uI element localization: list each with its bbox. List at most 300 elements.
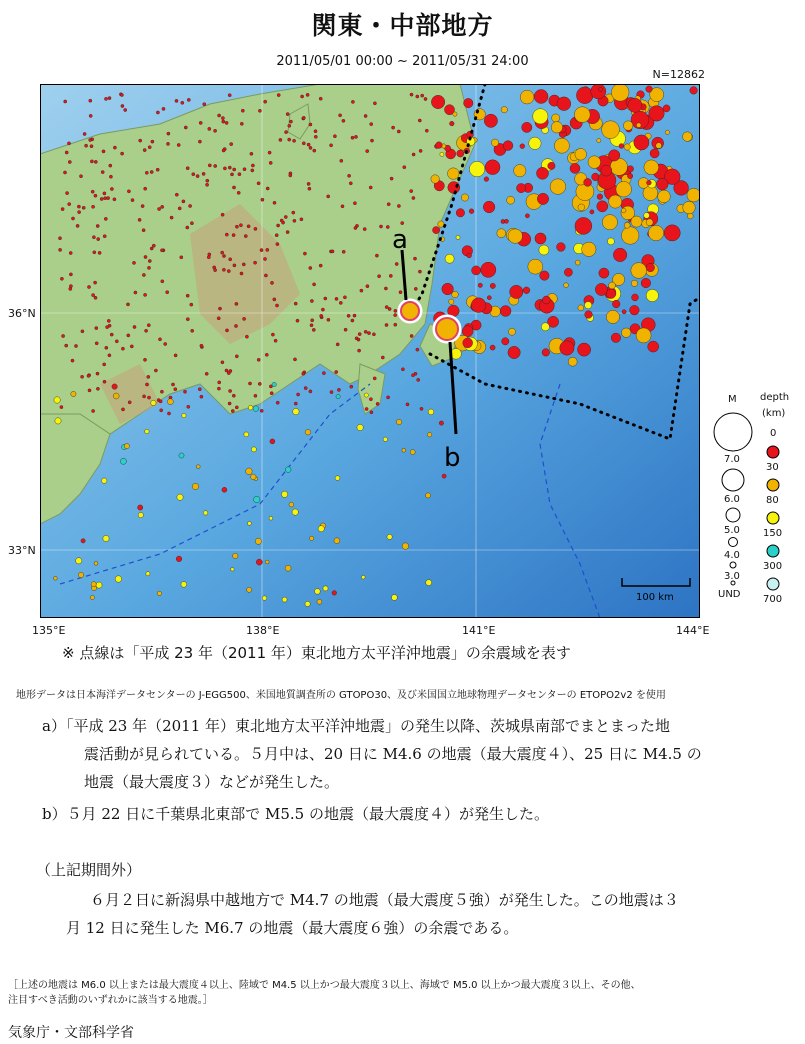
quake-dot bbox=[613, 248, 627, 262]
quake-dot bbox=[426, 493, 431, 498]
quake-dot bbox=[399, 291, 402, 294]
quake-dot bbox=[67, 142, 70, 145]
quake-dot bbox=[602, 121, 620, 139]
quake-dot bbox=[127, 190, 130, 193]
quake-dot bbox=[139, 139, 142, 142]
quake-dot bbox=[302, 142, 305, 145]
quake-dot bbox=[508, 346, 520, 358]
quake-dot bbox=[222, 268, 225, 271]
quake-dot bbox=[542, 349, 550, 357]
quake-dot bbox=[606, 289, 615, 298]
quake-dot bbox=[648, 225, 663, 240]
quake-dot bbox=[270, 392, 273, 395]
quake-dot bbox=[184, 126, 187, 129]
quake-dot bbox=[229, 389, 232, 392]
quake-dot bbox=[251, 164, 254, 167]
quake-dot bbox=[222, 120, 225, 123]
quake-dot bbox=[174, 354, 177, 357]
quake-dot bbox=[385, 306, 388, 309]
quake-dot bbox=[128, 401, 131, 404]
quake-dot bbox=[61, 208, 64, 211]
quake-dot bbox=[456, 209, 464, 217]
quake-dot bbox=[431, 175, 439, 183]
quake-dot bbox=[335, 370, 338, 373]
quake-dot bbox=[85, 144, 88, 147]
quake-dot bbox=[231, 409, 234, 412]
quake-dot bbox=[308, 187, 311, 190]
quake-dot bbox=[115, 576, 122, 583]
quake-dot bbox=[342, 119, 345, 122]
quake-dot bbox=[449, 121, 454, 126]
quake-dot bbox=[81, 330, 84, 333]
quake-dot bbox=[182, 413, 186, 417]
quake-dot bbox=[417, 378, 420, 381]
quake-dot bbox=[255, 538, 261, 544]
quake-dot bbox=[256, 559, 262, 565]
quake-dot bbox=[221, 251, 224, 254]
quake-dot bbox=[277, 94, 280, 97]
quake-dot bbox=[599, 268, 609, 278]
para-a-line1: a）「平成 23 年（2011 年）東北地方太平洋沖地震」の発生以降、茨城県南部でまとまった地 bbox=[42, 717, 671, 735]
aftershock-note: ※ 点線は「平成 23 年（2011 年）東北地方太平洋沖地震」の余震域を表す bbox=[62, 644, 571, 662]
quake-dot bbox=[491, 139, 498, 146]
quake-dot bbox=[378, 275, 381, 278]
quake-dot bbox=[222, 149, 225, 152]
quake-dot bbox=[160, 390, 163, 393]
quake-dot bbox=[240, 122, 243, 125]
quake-dot bbox=[507, 196, 515, 204]
quake-dot bbox=[636, 328, 651, 343]
quake-dot bbox=[175, 99, 178, 102]
quake-dot bbox=[213, 266, 216, 269]
quake-dot bbox=[260, 249, 263, 252]
quake-dot bbox=[307, 143, 310, 146]
quake-dot bbox=[370, 123, 373, 126]
quake-dot bbox=[548, 162, 555, 169]
quake-dot bbox=[344, 328, 347, 331]
quake-dot bbox=[406, 403, 409, 406]
quake-dot bbox=[269, 161, 272, 164]
quake-dot bbox=[243, 168, 246, 171]
quake-dot bbox=[74, 344, 77, 347]
quake-dot bbox=[369, 398, 372, 401]
para-a-line2: 震活動が見られている。５月中は、20 日に M4.6 の地震（最大震度４）、25 日に M4.5 の bbox=[84, 745, 702, 763]
quake-dot bbox=[611, 84, 629, 101]
quake-dot bbox=[302, 116, 305, 119]
quake-dot bbox=[167, 412, 170, 415]
quake-dot bbox=[462, 326, 473, 337]
quake-dot bbox=[253, 406, 259, 412]
quake-dot bbox=[585, 311, 593, 319]
quake-dot bbox=[187, 405, 190, 408]
quake-dot bbox=[575, 260, 580, 265]
quake-dot bbox=[410, 450, 415, 455]
quake-dot bbox=[351, 136, 354, 139]
quake-dot bbox=[339, 301, 342, 304]
quake-dot bbox=[275, 234, 278, 237]
quake-dot bbox=[478, 283, 482, 287]
quake-dot bbox=[130, 345, 133, 348]
quake-dot bbox=[428, 409, 434, 415]
quake-dot bbox=[646, 289, 658, 301]
quake-dot bbox=[536, 167, 548, 179]
quake-dot bbox=[92, 294, 95, 297]
quake-dot bbox=[582, 242, 596, 256]
legend-mag-5: 5.0 bbox=[724, 525, 740, 536]
quake-dot bbox=[147, 266, 150, 269]
quake-dot bbox=[54, 576, 58, 580]
quake-dot bbox=[304, 387, 307, 390]
quake-dot bbox=[481, 262, 496, 277]
quake-dot bbox=[223, 167, 226, 170]
quake-dot bbox=[469, 161, 484, 176]
quake-dot bbox=[186, 318, 189, 321]
quake-dot bbox=[534, 90, 548, 104]
quake-dot bbox=[87, 374, 90, 377]
quake-dot bbox=[261, 198, 264, 201]
quake-dot bbox=[293, 139, 296, 142]
quake-dot bbox=[270, 439, 275, 444]
quake-dot bbox=[94, 160, 97, 163]
quake-dot bbox=[217, 317, 220, 320]
quake-dot bbox=[540, 271, 549, 280]
quake-dot bbox=[79, 175, 82, 178]
quake-dot bbox=[218, 114, 221, 117]
quake-dot bbox=[624, 144, 630, 150]
outside-line1: ６月２日に新潟県中越地方で M4.7 の地震（最大震度５強）が発生した。この地震は３ bbox=[90, 891, 679, 909]
lat-tick-36: 36°N bbox=[8, 307, 36, 320]
quake-dot bbox=[646, 219, 653, 226]
quake-dot bbox=[206, 179, 209, 182]
quake-dot bbox=[293, 219, 296, 222]
quake-dot bbox=[395, 262, 398, 265]
quake-dot bbox=[630, 305, 640, 315]
quake-dot bbox=[143, 395, 146, 398]
quake-dot bbox=[321, 308, 324, 311]
quake-dot bbox=[523, 287, 530, 294]
quake-dot bbox=[186, 294, 189, 297]
quake-dot bbox=[235, 302, 238, 305]
quake-dot bbox=[311, 319, 314, 322]
quake-dot bbox=[161, 205, 164, 208]
quake-dot bbox=[419, 149, 422, 152]
quake-dot bbox=[77, 205, 80, 208]
quake-dot bbox=[108, 97, 111, 100]
quake-dot bbox=[539, 245, 549, 255]
legend-depth-unit: (km) bbox=[762, 408, 786, 419]
quake-dot bbox=[103, 363, 106, 366]
quake-dot bbox=[115, 340, 118, 343]
legend-mag-title: M bbox=[728, 394, 737, 405]
quake-dot bbox=[138, 218, 141, 221]
quake-dot bbox=[431, 95, 444, 108]
quake-dot bbox=[590, 210, 594, 214]
quake-dot bbox=[263, 257, 266, 260]
quake-dot bbox=[89, 114, 92, 117]
quake-dot bbox=[94, 561, 98, 565]
quake-dot bbox=[631, 263, 647, 279]
quake-dot bbox=[203, 103, 206, 106]
quake-dot bbox=[65, 344, 68, 347]
quake-dot bbox=[448, 181, 460, 193]
quake-dot bbox=[225, 121, 228, 124]
quake-dot bbox=[264, 274, 267, 277]
quake-dot bbox=[396, 419, 401, 424]
quake-dot bbox=[191, 329, 194, 332]
quake-dot bbox=[442, 283, 454, 295]
quake-dot bbox=[268, 151, 271, 154]
quake-dot bbox=[232, 394, 235, 397]
quake-dot bbox=[275, 304, 278, 307]
quake-dot bbox=[222, 254, 225, 257]
event-count: N=12862 bbox=[652, 68, 705, 81]
quake-dot bbox=[121, 152, 124, 155]
quake-dot bbox=[647, 180, 652, 185]
quake-dot bbox=[483, 201, 495, 213]
quake-dot bbox=[181, 582, 187, 588]
quake-dot bbox=[335, 297, 338, 300]
quake-dot bbox=[214, 129, 217, 132]
quake-dot bbox=[471, 298, 486, 313]
quake-dot bbox=[164, 342, 167, 345]
quake-dot bbox=[60, 406, 63, 409]
quake-dot bbox=[412, 196, 415, 199]
quake-dot bbox=[138, 505, 143, 510]
quake-dot bbox=[159, 400, 162, 403]
quake-dot bbox=[144, 187, 147, 190]
quake-dot bbox=[456, 235, 460, 239]
quake-dot bbox=[127, 334, 130, 337]
quake-dot bbox=[91, 190, 94, 193]
quake-dot bbox=[461, 194, 468, 201]
quake-dot bbox=[160, 249, 163, 252]
quake-dot bbox=[348, 174, 351, 177]
quake-dot bbox=[520, 144, 525, 149]
quake-dot bbox=[690, 87, 698, 95]
legend-mag-4: 4.0 bbox=[724, 550, 740, 561]
para-a-line3: 地震（最大震度３）などが発生した。 bbox=[84, 773, 340, 791]
quake-dot bbox=[412, 153, 415, 156]
quake-dot bbox=[464, 98, 473, 107]
quake-dot bbox=[89, 99, 92, 102]
quake-dot bbox=[644, 212, 650, 218]
quake-dot bbox=[147, 375, 150, 378]
quake-dot bbox=[656, 178, 668, 190]
quake-dot bbox=[584, 178, 592, 186]
quake-dot bbox=[293, 358, 296, 361]
quake-dot bbox=[284, 215, 287, 218]
quake-dot bbox=[253, 496, 260, 503]
quake-dot bbox=[631, 280, 637, 286]
quake-dot bbox=[179, 453, 184, 458]
quake-dot bbox=[472, 266, 481, 275]
quake-dot bbox=[113, 393, 119, 399]
quake-dot bbox=[353, 314, 356, 317]
quake-dot bbox=[416, 348, 419, 351]
quake-dot bbox=[101, 478, 106, 483]
quake-dot bbox=[175, 193, 178, 196]
quake-dot bbox=[309, 390, 312, 393]
quake-dot bbox=[55, 418, 61, 424]
quake-dot bbox=[78, 211, 81, 214]
quake-dot bbox=[413, 257, 416, 260]
quake-dot bbox=[156, 168, 159, 171]
quake-dot bbox=[595, 283, 607, 295]
quake-dot bbox=[585, 302, 592, 309]
quake-dot bbox=[683, 201, 696, 214]
marker-a-label: a bbox=[392, 225, 408, 255]
quake-dot bbox=[228, 94, 231, 97]
quake-dot bbox=[628, 98, 642, 112]
quake-dot bbox=[658, 190, 671, 203]
quake-dot bbox=[364, 393, 368, 397]
quake-dot bbox=[607, 238, 614, 245]
quake-dot bbox=[411, 374, 414, 377]
legend-mag-3: 3.0 bbox=[724, 571, 740, 582]
quake-dot bbox=[134, 291, 137, 294]
quake-dot bbox=[228, 402, 231, 405]
quake-dot bbox=[445, 254, 454, 263]
quake-dot bbox=[529, 137, 541, 149]
quake-dot bbox=[66, 192, 69, 195]
quake-dot bbox=[424, 97, 427, 100]
quake-dot bbox=[239, 224, 242, 227]
quake-dot bbox=[609, 195, 622, 208]
quake-dot bbox=[121, 408, 124, 411]
quake-dot bbox=[157, 591, 161, 595]
quake-dot bbox=[535, 233, 546, 244]
quake-dot bbox=[410, 334, 413, 337]
quake-dot bbox=[151, 140, 154, 143]
quake-dot bbox=[312, 328, 315, 331]
quake-dot bbox=[92, 409, 95, 412]
quake-dot bbox=[166, 291, 169, 294]
legend-depth-700: 700 bbox=[763, 594, 783, 605]
quake-dot bbox=[560, 341, 574, 355]
quake-dot bbox=[246, 468, 253, 475]
quake-dot bbox=[105, 346, 108, 349]
quake-dot bbox=[113, 146, 116, 149]
legend-mag-6: 6.0 bbox=[724, 494, 740, 505]
quake-dot bbox=[402, 543, 409, 550]
quake-dot bbox=[367, 332, 370, 335]
quake-dot bbox=[358, 333, 361, 336]
quake-dot bbox=[514, 165, 526, 177]
quake-dot bbox=[484, 177, 489, 182]
quake-dot bbox=[103, 380, 106, 383]
quake-dot bbox=[525, 214, 529, 218]
quake-dot bbox=[452, 291, 459, 298]
quake-dot bbox=[222, 487, 227, 492]
quake-dot bbox=[341, 205, 344, 208]
quake-dot bbox=[619, 144, 624, 149]
quake-dot bbox=[265, 353, 268, 356]
quake-dot bbox=[636, 123, 641, 128]
quake-dot bbox=[501, 107, 507, 113]
criteria-line2: 注目すべき活動のいずれかに該当する地震。］ bbox=[8, 995, 213, 1006]
scale-bar-label: 100 km bbox=[636, 592, 674, 603]
quake-dot bbox=[648, 341, 659, 352]
quake-dot bbox=[187, 98, 190, 101]
quake-dot bbox=[96, 582, 102, 588]
quake-dot bbox=[196, 465, 200, 469]
quake-dot bbox=[324, 297, 327, 300]
quake-dot bbox=[68, 160, 71, 163]
quake-dot bbox=[644, 160, 659, 175]
quake-dot bbox=[568, 357, 577, 366]
quake-dot bbox=[107, 197, 110, 200]
quake-dot bbox=[182, 200, 185, 203]
quake-dot bbox=[634, 135, 649, 150]
quake-dot bbox=[203, 511, 207, 515]
quake-dot bbox=[64, 100, 67, 103]
quake-dot bbox=[319, 264, 322, 267]
quake-dot bbox=[104, 97, 107, 100]
quake-dot bbox=[315, 589, 321, 595]
quake-dot bbox=[92, 236, 95, 239]
quake-dot bbox=[349, 182, 352, 185]
quake-dot bbox=[332, 591, 337, 596]
quake-dot bbox=[71, 217, 74, 220]
quake-dot bbox=[320, 314, 323, 317]
legend-depth-80: 80 bbox=[766, 495, 779, 506]
quake-dot bbox=[309, 536, 313, 540]
quake-dot bbox=[646, 263, 654, 271]
quake-dot bbox=[453, 112, 457, 116]
quake-dot bbox=[336, 394, 340, 398]
quake-dot bbox=[96, 372, 99, 375]
quake-dot bbox=[621, 208, 626, 213]
quake-dot bbox=[235, 406, 238, 409]
quake-dot bbox=[305, 429, 311, 435]
quake-dot bbox=[264, 100, 267, 103]
quake-dot bbox=[309, 146, 312, 149]
quake-dot bbox=[403, 166, 406, 169]
quake-dot bbox=[276, 401, 279, 404]
quake-dot bbox=[108, 324, 111, 327]
quake-dot bbox=[59, 248, 62, 251]
quake-dot bbox=[601, 165, 612, 176]
quake-dot bbox=[300, 218, 303, 221]
quake-dot bbox=[591, 84, 606, 99]
quake-dot bbox=[208, 164, 211, 167]
quake-dot bbox=[313, 283, 316, 286]
quake-dot bbox=[313, 149, 316, 152]
quake-dot bbox=[358, 349, 361, 352]
quake-dot bbox=[387, 534, 392, 539]
quake-dot bbox=[200, 344, 203, 347]
quake-dot bbox=[251, 474, 257, 480]
lon-tick-135: 135°E bbox=[32, 624, 66, 637]
quake-dot bbox=[351, 319, 354, 322]
quake-dot bbox=[95, 342, 98, 345]
quake-dot bbox=[150, 170, 153, 173]
quake-dot bbox=[317, 599, 322, 604]
quake-dot bbox=[142, 273, 145, 276]
quake-dot bbox=[389, 274, 392, 277]
quake-dot bbox=[416, 95, 419, 98]
quake-dot bbox=[379, 225, 382, 228]
quake-dot bbox=[103, 235, 106, 238]
quake-dot bbox=[225, 233, 228, 236]
quake-dot bbox=[63, 171, 66, 174]
quake-dot bbox=[334, 538, 340, 544]
legend-mag-7: 7.0 bbox=[724, 454, 740, 465]
quake-dot bbox=[612, 300, 620, 308]
quake-dot bbox=[258, 382, 261, 385]
quake-dot bbox=[387, 396, 390, 399]
quake-dot bbox=[616, 181, 632, 197]
